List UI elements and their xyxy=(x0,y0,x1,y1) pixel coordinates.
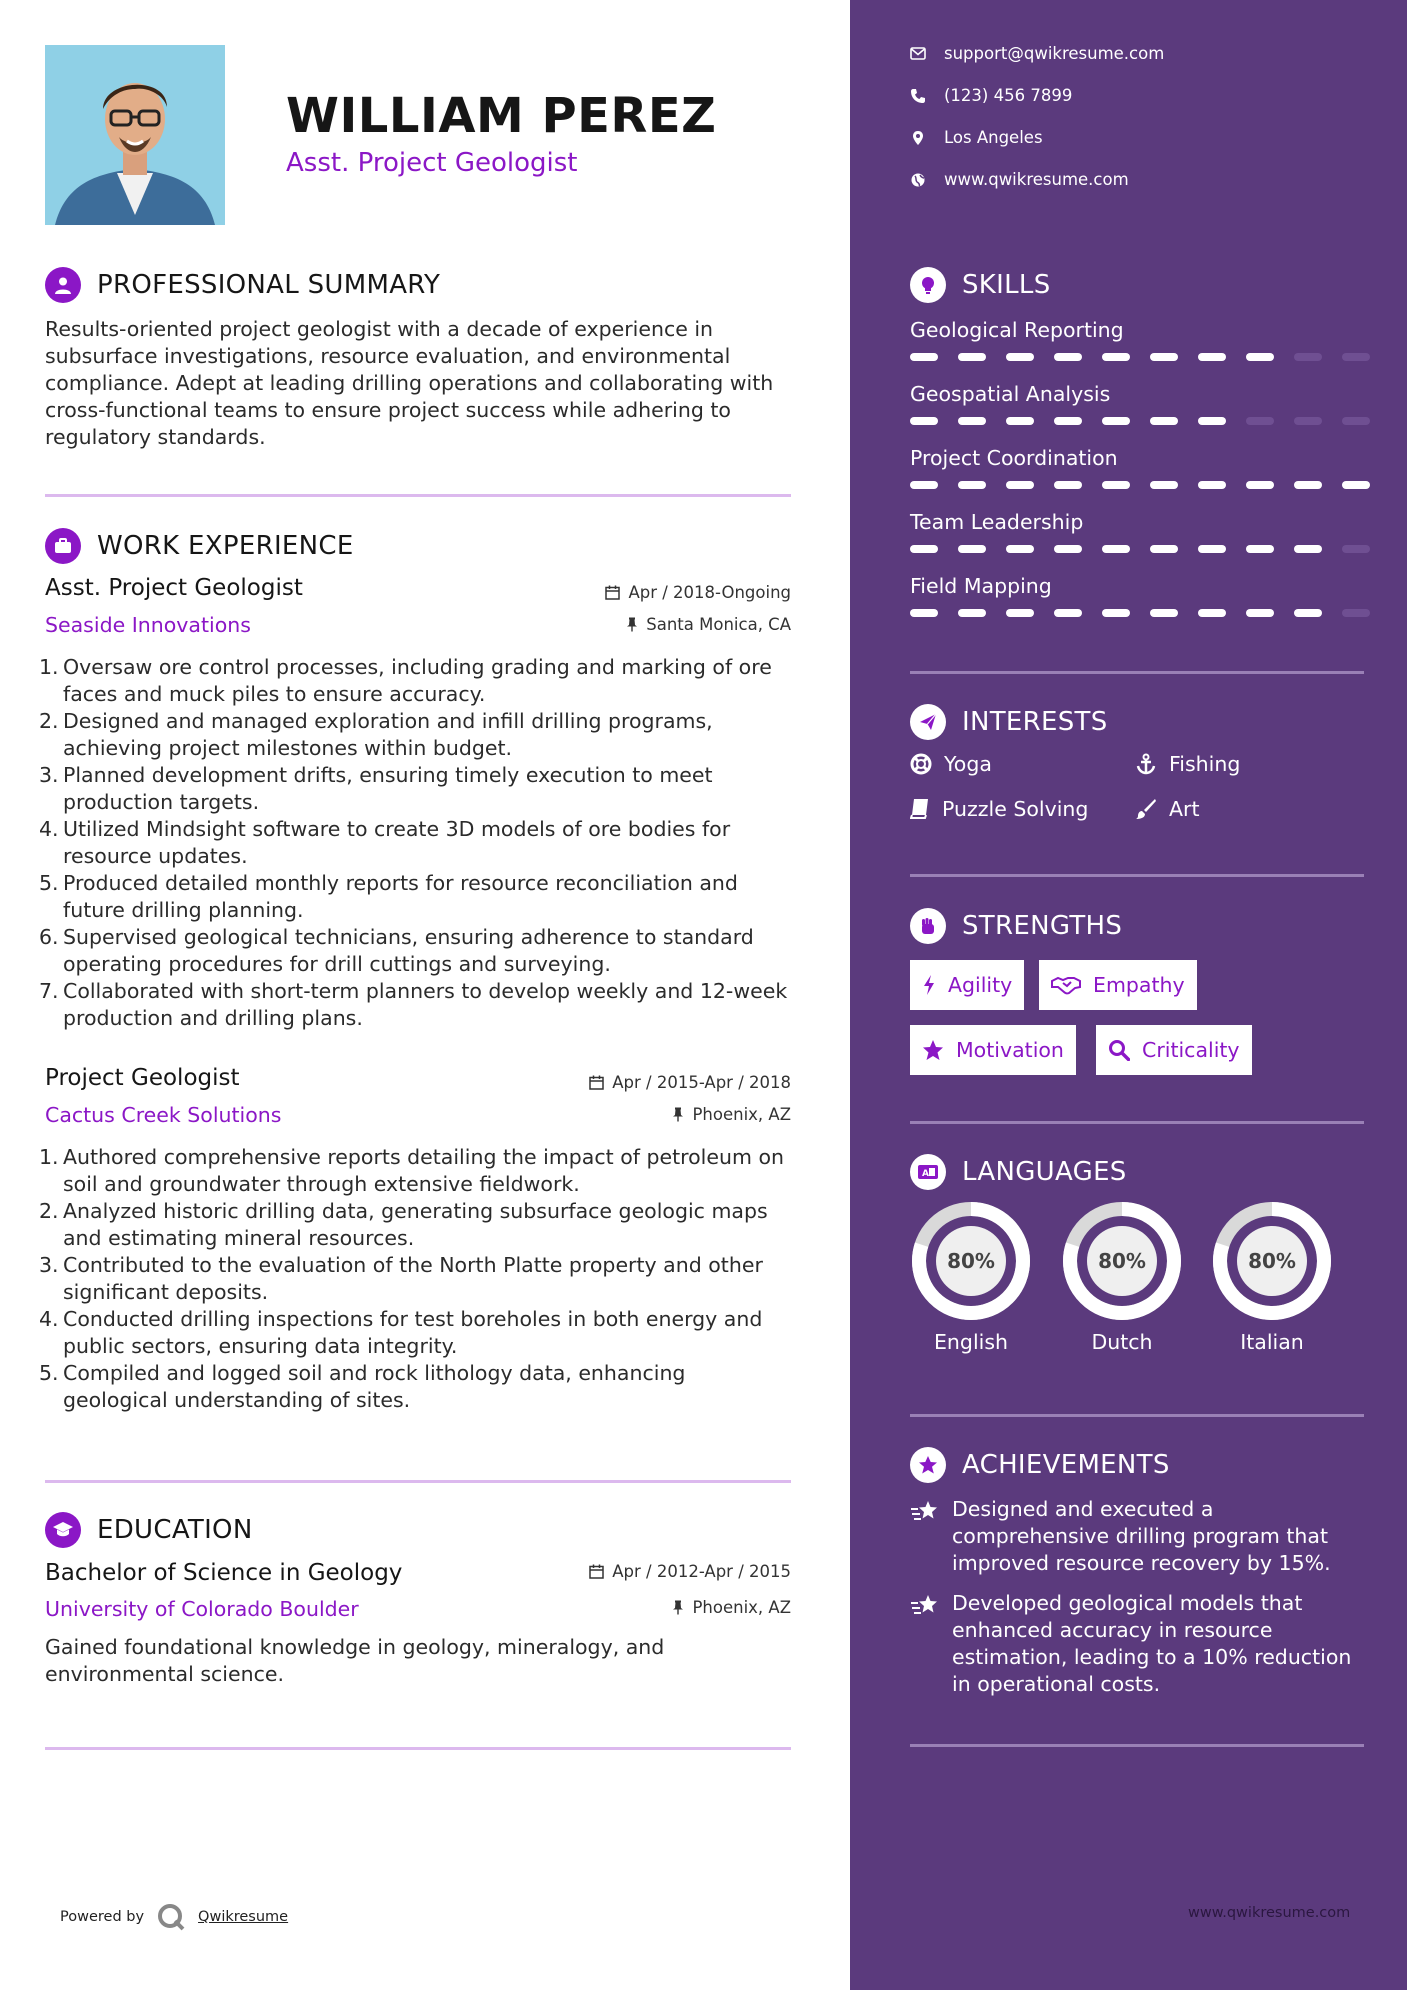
list-item: 4. Conducted drilling inspections for test boreholes in both energy and public sectors, ensuring data integrity. xyxy=(39,1307,763,1358)
skill-dash-filled xyxy=(1246,609,1274,617)
list-item: 4. Utilized Mindsight software to create 3D models of ore bodies for resource updates. xyxy=(39,817,731,868)
languages-heading xyxy=(910,1154,1127,1190)
paintbrush-icon xyxy=(1135,798,1157,820)
language-ring xyxy=(1211,1200,1333,1322)
interest-fishing xyxy=(1135,752,1240,776)
skill-dash-filled xyxy=(1102,481,1130,489)
pin-icon xyxy=(672,1600,684,1615)
strength-empathy xyxy=(1039,960,1197,1010)
phone-icon xyxy=(910,88,926,104)
skill-dash-filled xyxy=(1246,481,1274,489)
skill-dash-filled xyxy=(1054,353,1082,361)
summary-title: PROFESSIONAL SUMMARY xyxy=(97,270,441,300)
skill-dash-filled xyxy=(1006,545,1034,553)
handshake-icon xyxy=(1051,975,1081,995)
language-item xyxy=(910,1200,1032,1354)
contact-website xyxy=(910,170,1129,189)
calendar-icon xyxy=(605,585,620,600)
skill-dash-filled xyxy=(958,545,986,553)
interests-heading xyxy=(910,704,1108,740)
skill-dash-filled xyxy=(958,353,986,361)
job-title: Asst. Project Geologist xyxy=(45,575,303,601)
interest-yoga xyxy=(910,752,992,776)
fist-icon xyxy=(910,908,946,944)
powered-by-label: Powered by xyxy=(60,1909,145,1925)
interest-label: Yoga xyxy=(944,752,992,776)
divider xyxy=(910,874,1364,877)
skill-dash-empty xyxy=(1342,609,1370,617)
contact-location xyxy=(910,128,1043,147)
degree: Bachelor of Science in Geology xyxy=(45,1560,403,1586)
skill-name: Team Leadership xyxy=(910,510,1084,534)
job-bullets xyxy=(39,654,795,1032)
skill-dash-filled xyxy=(910,545,938,553)
interest-label: Art xyxy=(1169,797,1200,821)
graduation-cap-icon xyxy=(45,1512,81,1548)
achievements-heading xyxy=(910,1447,1170,1483)
skill-dash-empty xyxy=(1342,417,1370,425)
map-marker-icon xyxy=(910,130,926,146)
divider xyxy=(910,671,1364,674)
list-item: 2. Designed and managed exploration and infill drilling programs, achieving project milestones within budget. xyxy=(39,709,713,760)
powered-by xyxy=(60,1902,288,1932)
shooting-star-icon xyxy=(910,1593,940,1619)
skill-dash-filled xyxy=(1006,353,1034,361)
website-text[interactable]: www.qwikresume.com xyxy=(944,170,1129,189)
skill-dash-filled xyxy=(910,417,938,425)
job-location-text: Phoenix, AZ xyxy=(692,1105,791,1124)
achievements-title: ACHIEVEMENTS xyxy=(962,1450,1170,1480)
language-percent: 80% xyxy=(1248,1249,1296,1273)
calendar-icon xyxy=(589,1564,604,1579)
skill-dash-filled xyxy=(910,353,938,361)
skill-dash-filled xyxy=(1294,481,1322,489)
star-icon xyxy=(922,1039,944,1061)
strength-label: Agility xyxy=(948,973,1013,997)
skill-dash-filled xyxy=(1150,545,1178,553)
divider xyxy=(45,494,791,497)
strength-label: Criticality xyxy=(1142,1038,1240,1062)
skill-dash-empty xyxy=(1342,545,1370,553)
strength-agility xyxy=(910,960,1024,1010)
pin-icon xyxy=(672,1107,684,1122)
language-ring xyxy=(910,1200,1032,1322)
achievement-text: Designed and executed a comprehensive drilling program that improved resource recovery by 15%. xyxy=(952,1497,1331,1575)
school-name: University of Colorado Boulder xyxy=(45,1597,359,1621)
language-percent: 80% xyxy=(1098,1249,1146,1273)
summary-text: Results-oriented project geologist with a decade of experience in subsurface investigations, resource evaluation, and environmental compliance. Adept at leading drilling operations and collaborating with cross-functional teams to ensure project success while adhering to regulatory standards. xyxy=(45,317,774,449)
list-item: 3. Contributed to the evaluation of the North Platte property and other significant deposits. xyxy=(39,1253,763,1304)
skill-name: Geospatial Analysis xyxy=(910,382,1111,406)
skill-dash-filled xyxy=(1150,417,1178,425)
interest-label: Fishing xyxy=(1169,752,1241,776)
job-date-text: Apr / 2015-Apr / 2018 xyxy=(612,1073,791,1092)
list-item: 3. Planned development drifts, ensuring timely execution to meet production targets. xyxy=(39,763,713,814)
job-location-text: Santa Monica, CA xyxy=(646,615,791,634)
candidate-name: WILLIAM PEREZ xyxy=(286,88,717,144)
language-ring xyxy=(1061,1200,1183,1322)
summary-heading xyxy=(45,267,440,303)
skill-dash-filled xyxy=(1150,609,1178,617)
job-date-text: Apr / 2018-Ongoing xyxy=(628,583,791,602)
pin-icon xyxy=(626,617,638,632)
skill-name: Field Mapping xyxy=(910,574,1052,598)
skill-level-bar xyxy=(910,353,1370,361)
skill-name: Geological Reporting xyxy=(910,318,1124,342)
job-date xyxy=(589,1073,791,1092)
skill-dash-filled xyxy=(958,609,986,617)
qwikresume-logo-icon xyxy=(156,1902,186,1932)
skill-dash-filled xyxy=(1102,545,1130,553)
skill-name: Project Coordination xyxy=(910,446,1118,470)
skill-dash-filled xyxy=(910,481,938,489)
list-item: 7. Collaborated with short-term planners to develop weekly and 12-week production and drilling plans. xyxy=(39,979,788,1030)
skill-dash-filled xyxy=(1246,353,1274,361)
footer-website[interactable]: www.qwikresume.com xyxy=(1188,1905,1351,1921)
education-heading xyxy=(45,1512,253,1548)
interest-puzzle-solving xyxy=(910,797,1088,821)
skill-dash-filled xyxy=(1054,609,1082,617)
svg-text:A: A xyxy=(922,1169,929,1179)
skill-dash-filled xyxy=(958,417,986,425)
lifering-icon xyxy=(910,753,932,775)
skill-dash-filled xyxy=(1246,545,1274,553)
skill-dash-empty xyxy=(1294,353,1322,361)
skill-dash-filled xyxy=(1198,545,1226,553)
profile-photo xyxy=(45,45,225,225)
interests-title: INTERESTS xyxy=(962,707,1108,737)
anchor-icon xyxy=(1135,753,1157,775)
location-text: Los Angeles xyxy=(944,128,1043,147)
phone-text: (123) 456 7899 xyxy=(944,86,1073,105)
strengths-heading xyxy=(910,908,1122,944)
skill-dash-filled xyxy=(1150,353,1178,361)
language-item xyxy=(1061,1200,1183,1354)
search-icon xyxy=(1108,1039,1130,1061)
candidate-title: Asst. Project Geologist xyxy=(286,148,578,178)
language-name: English xyxy=(933,1330,1009,1354)
job-location xyxy=(626,615,791,634)
skill-dash-filled xyxy=(1006,417,1034,425)
paper-plane-icon xyxy=(910,704,946,740)
skill-dash-filled xyxy=(1198,481,1226,489)
skill-dash-filled xyxy=(1198,609,1226,617)
languages-title: LANGUAGES xyxy=(962,1157,1127,1187)
skill-dash-empty xyxy=(1294,417,1322,425)
skills-heading xyxy=(910,267,1051,303)
shooting-star-icon xyxy=(910,1499,940,1525)
language-percent: 80% xyxy=(947,1249,995,1273)
company-name: Seaside Innovations xyxy=(45,613,251,637)
language-name: Dutch xyxy=(1091,1330,1153,1354)
divider xyxy=(910,1744,1364,1747)
achievement-text: Developed geological models that enhanced accuracy in resource estimation, leading to a 10% reduction in operational costs. xyxy=(952,1591,1352,1696)
strength-label: Motivation xyxy=(956,1038,1064,1062)
job-date xyxy=(605,583,791,602)
skill-dash-filled xyxy=(958,481,986,489)
skill-dash-filled xyxy=(1198,353,1226,361)
language-item xyxy=(1211,1200,1333,1354)
contact-phone xyxy=(910,86,1072,105)
skill-dash-filled xyxy=(1150,481,1178,489)
skill-level-bar xyxy=(910,481,1370,489)
qwikresume-link[interactable]: Qwikresume xyxy=(198,1909,289,1925)
achievement-item xyxy=(910,1590,1370,1698)
globe-icon xyxy=(910,172,926,188)
list-item: 1. Oversaw ore control processes, including grading and marking of ore faces and muck piles to ensure accuracy. xyxy=(39,655,772,706)
education-title: EDUCATION xyxy=(97,1515,253,1545)
skill-dash-filled xyxy=(1102,609,1130,617)
skill-dash-filled xyxy=(1054,417,1082,425)
lightbulb-icon xyxy=(910,267,946,303)
contact-email xyxy=(910,44,1164,63)
job-bullets xyxy=(39,1144,795,1414)
user-icon xyxy=(45,267,81,303)
education-date-text: Apr / 2012-Apr / 2015 xyxy=(612,1562,791,1581)
skill-dash-filled xyxy=(1006,609,1034,617)
interest-label: Puzzle Solving xyxy=(942,797,1089,821)
email-text: support@qwikresume.com xyxy=(944,44,1165,63)
skill-level-bar xyxy=(910,609,1370,617)
envelope-icon xyxy=(910,47,926,60)
job-location xyxy=(672,1105,791,1124)
job-title: Project Geologist xyxy=(45,1065,240,1091)
skill-dash-empty xyxy=(1246,417,1274,425)
divider xyxy=(45,1480,791,1483)
strength-motivation xyxy=(910,1025,1076,1075)
education-date xyxy=(589,1562,791,1581)
education-text: Gained foundational knowledge in geology, mineralogy, and environmental science. xyxy=(45,1635,665,1686)
bolt-icon xyxy=(922,974,936,996)
list-item: 6. Supervised geological technicians, ensuring adherence to standard operating procedures for drill cuttings and surveying. xyxy=(39,925,754,976)
strengths-title: STRENGTHS xyxy=(962,911,1123,941)
strength-label: Empathy xyxy=(1093,973,1185,997)
skill-dash-filled xyxy=(1006,481,1034,489)
briefcase-icon xyxy=(45,528,81,564)
skill-dash-filled xyxy=(1102,417,1130,425)
skill-dash-filled xyxy=(1102,353,1130,361)
skill-dash-filled xyxy=(1342,481,1370,489)
interest-art xyxy=(1135,797,1200,821)
sidebar xyxy=(850,0,1407,1990)
skill-dash-filled xyxy=(1054,481,1082,489)
divider xyxy=(910,1414,1364,1417)
calendar-icon xyxy=(589,1075,604,1090)
list-item: 1. Authored comprehensive reports detailing the impact of petroleum on soil and groundwater through extensive fieldwork. xyxy=(39,1145,784,1196)
education-location-text: Phoenix, AZ xyxy=(692,1598,791,1617)
skill-dash-filled xyxy=(1294,609,1322,617)
skill-dash-filled xyxy=(1054,545,1082,553)
skill-level-bar xyxy=(910,417,1370,425)
skill-dash-empty xyxy=(1342,353,1370,361)
experience-title: WORK EXPERIENCE xyxy=(97,531,354,561)
divider xyxy=(45,1747,791,1750)
skill-dash-filled xyxy=(1198,417,1226,425)
experience-heading xyxy=(45,528,354,564)
language-name: Italian xyxy=(1240,1330,1304,1354)
education-location xyxy=(672,1598,791,1617)
achievement-item xyxy=(910,1496,1370,1577)
skill-dash-filled xyxy=(910,609,938,617)
skill-dash-filled xyxy=(1294,545,1322,553)
skill-level-bar xyxy=(910,545,1370,553)
list-item: 5. Produced detailed monthly reports for resource reconciliation and future drilling planning. xyxy=(39,871,738,922)
book-icon xyxy=(910,798,930,820)
skills-title: SKILLS xyxy=(962,270,1051,300)
list-item: 2. Analyzed historic drilling data, generating subsurface geologic maps and estimating mineral resources. xyxy=(39,1199,768,1250)
star-badge-icon xyxy=(910,1447,946,1483)
divider xyxy=(910,1121,1364,1124)
list-item: 5. Compiled and logged soil and rock lithology data, enhancing geological understanding of sites. xyxy=(39,1361,686,1412)
language-icon xyxy=(910,1154,946,1190)
strength-criticality xyxy=(1096,1025,1252,1075)
company-name: Cactus Creek Solutions xyxy=(45,1103,282,1127)
